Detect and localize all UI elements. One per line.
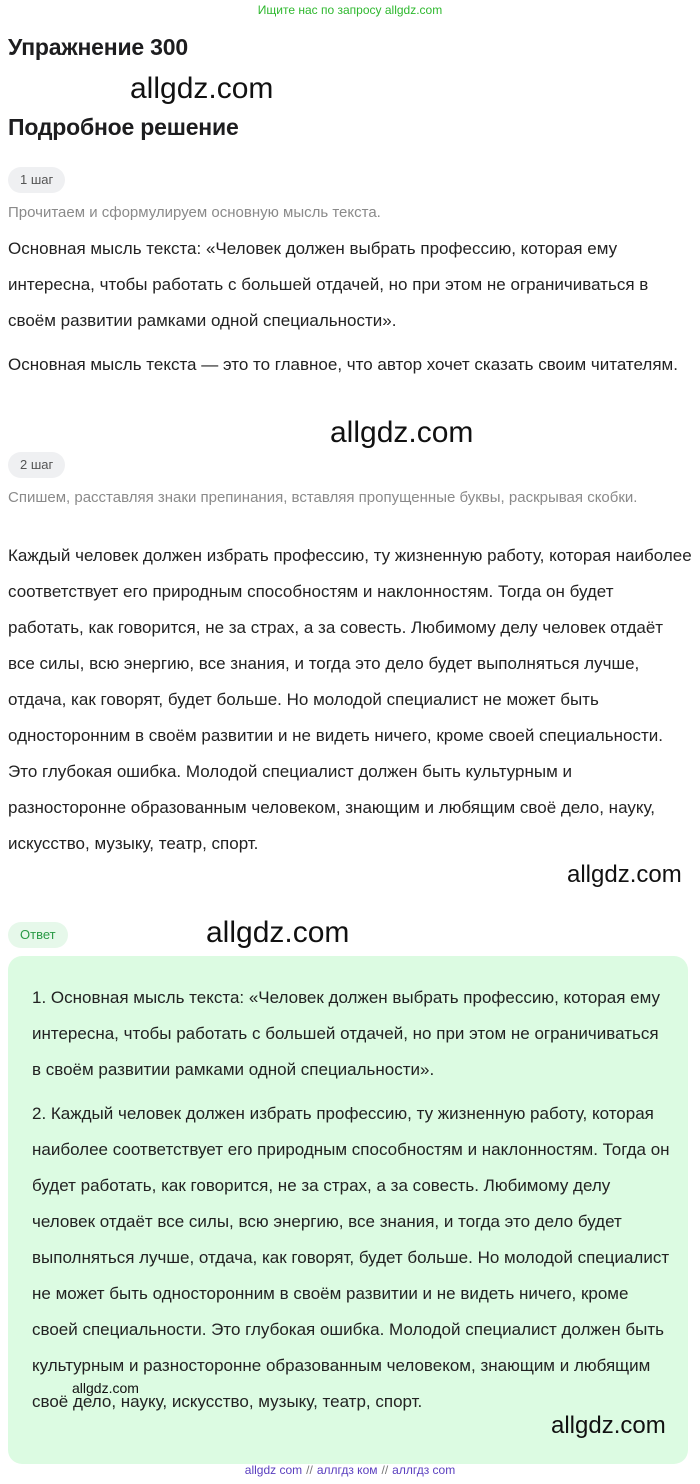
answer-badge: Ответ bbox=[8, 922, 68, 948]
step-2-paragraph: Каждый человек должен избрать профессию, ту жизненную работу, которая наиболее соответствует его природным способностям и наклонностям. Тогда он будет работать, как говорится, не за страх, а за совесть. Любимому делу человек отдаёт все силы, всю энергию, все знания, и тогда это дело будет выполняться лучше, отдача, как говорят, будет больше. Но молодой специалист не может быть односторонним в своём развитии и не видеть ничего, кроме своей специальности. Это глубокая ошибка. Молодой специалист должен быть культурным и разносторонне образованным человеком, знающим и любящим своё дело, науку, искусство, музыку, театр, спорт. bbox=[8, 546, 692, 853]
watermark: allgdz.com bbox=[551, 1412, 666, 1439]
step-2-badge: 2 шаг bbox=[8, 452, 65, 478]
watermark: allgdz.com bbox=[72, 1380, 139, 1396]
step-1-hint: Прочитаем и сформулируем основную мысль текста. bbox=[8, 204, 381, 221]
watermark: allgdz.com bbox=[567, 861, 682, 888]
answer-item-1: 1. Основная мысль текста: «Человек должен выбрать профессию, которая ему интересна, чтобы работать с большей отдачей, но при этом не ограничиваться в своём развитии рамками одной специальности». bbox=[32, 988, 660, 1079]
step-1-paragraph-2: Основная мысль текста — это то главное, что автор хочет сказать своим читателям. bbox=[8, 355, 678, 374]
step-1-badge: 1 шаг bbox=[8, 167, 65, 193]
watermark: allgdz.com bbox=[206, 916, 350, 949]
top-banner[interactable]: Ищите нас по запросу allgdz.com bbox=[257, 3, 443, 17]
watermark: allgdz.com bbox=[130, 72, 274, 105]
step-2-hint: Спишем, расставляя знаки препинания, вставляя пропущенные буквы, раскрывая скобки. bbox=[8, 489, 638, 506]
footer-link-1[interactable]: allgdz com bbox=[244, 1463, 303, 1477]
page-title: Упражнение 300 bbox=[8, 34, 188, 60]
footer-link-2[interactable]: аллгдз ком bbox=[316, 1463, 378, 1477]
watermark: allgdz.com bbox=[330, 416, 474, 449]
footer-link-3[interactable]: аллгдз com bbox=[392, 1463, 456, 1477]
section-title: Подробное решение bbox=[8, 114, 239, 140]
step-1-paragraph-1: Основная мысль текста: «Человек должен выбрать профессию, которая ему интересна, чтобы работать с большей отдачей, но при этом не ограничиваться в своём развитии рамками одной специальности». bbox=[8, 239, 649, 330]
footer-separator: // bbox=[381, 1463, 389, 1477]
answer-item-2: 2. Каждый человек должен избрать профессию, ту жизненную работу, которая наиболее соответствует его природным способностям и наклонностям. Тогда он будет работать, как говорится, не за страх, а за совесть. Любимому делу человек отдаёт все силы, всю энергию, все знания, и тогда это дело будет выполняться лучше, отдача, как говорят, будет больше. Но молодой специалист не может быть односторонним в своём развитии и не видеть ничего, кроме своей специальности. Это глубокая ошибка. Молодой специалист должен быть культурным и разносторонне образованным человеком, знающим и любящим своё дело, науку, искусство, музыку, театр, спорт. bbox=[32, 1104, 670, 1411]
footer-links bbox=[0, 1463, 700, 1477]
footer-separator: // bbox=[306, 1463, 313, 1477]
